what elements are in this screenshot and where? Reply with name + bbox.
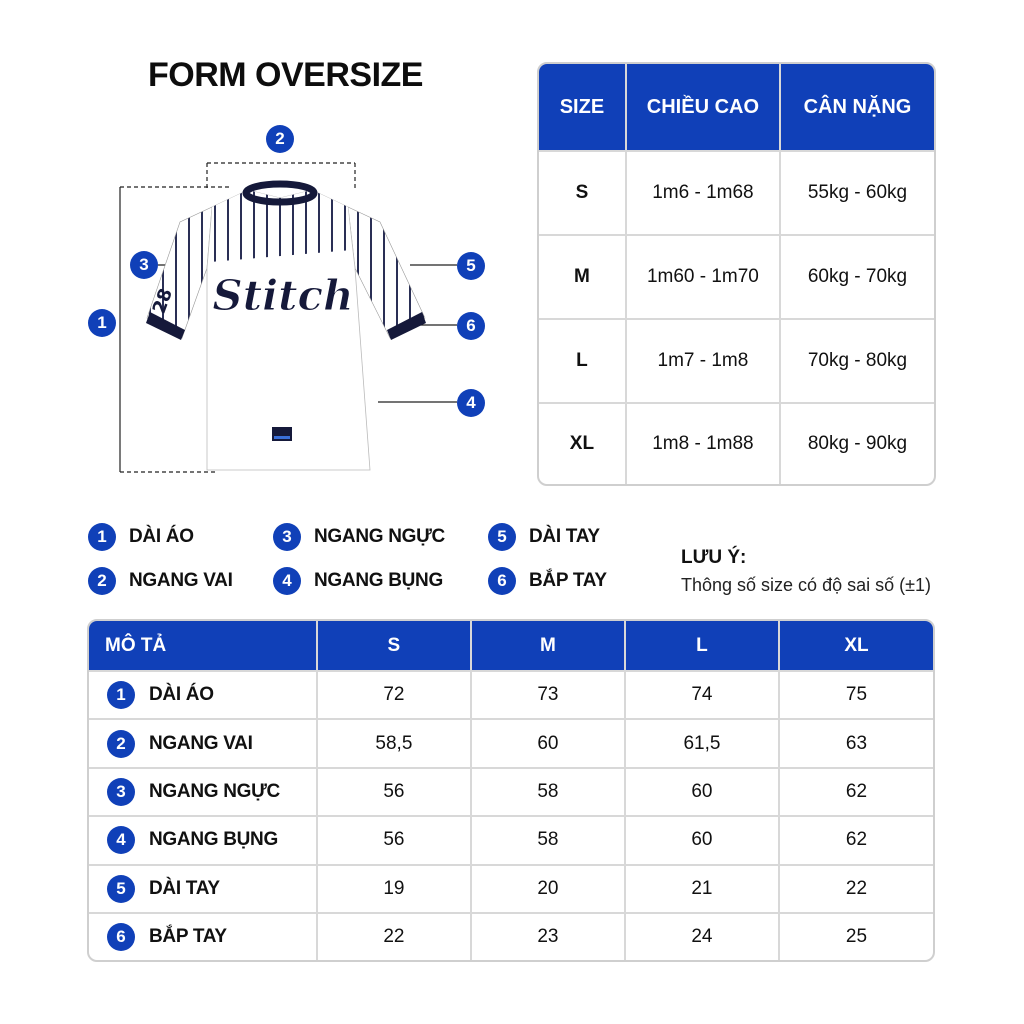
weight-cell: 70kg - 80kg (780, 319, 934, 403)
weight-cell: 60kg - 70kg (780, 235, 934, 319)
value-cell: 60 (471, 719, 625, 767)
value-cell: 25 (779, 913, 933, 960)
legend-label: NGANG VAI (129, 570, 233, 591)
col-l: L (625, 621, 779, 671)
value-cell: 61,5 (625, 719, 779, 767)
size-cell: XL (539, 403, 626, 484)
value-cell: 56 (317, 768, 471, 816)
number-badge: 3 (273, 523, 301, 551)
number-badge: 6 (107, 923, 135, 951)
measurement-table-header (89, 621, 933, 671)
value-cell: 73 (471, 671, 625, 719)
value-cell: 62 (779, 816, 933, 864)
row-label: NGANG NGỰC (149, 781, 280, 803)
col-m: M (471, 621, 625, 671)
col-height: CHIỀU CAO (626, 64, 780, 151)
height-cell: 1m8 - 1m88 (626, 403, 780, 484)
table-row (89, 719, 933, 767)
value-cell: 75 (779, 671, 933, 719)
measurement-legend (88, 523, 648, 603)
legend-item (488, 523, 600, 551)
note-box (681, 547, 981, 596)
marker-waist-width: 4 (457, 389, 485, 417)
value-cell: 19 (317, 865, 471, 913)
value-cell: 58,5 (317, 719, 471, 767)
sleeve-number: 28 (148, 285, 177, 317)
row-label: BẮP TAY (149, 926, 227, 948)
shirt-logo: Stitch (212, 271, 354, 320)
number-badge: 4 (107, 826, 135, 854)
value-cell: 63 (779, 719, 933, 767)
table-row (89, 913, 933, 960)
legend-label: NGANG BỤNG (314, 570, 443, 591)
legend-item (88, 523, 194, 551)
value-cell: 72 (317, 671, 471, 719)
size-cell: S (539, 151, 626, 235)
value-cell: 60 (625, 816, 779, 864)
legend-label: NGANG NGỰC (314, 526, 445, 547)
col-weight: CÂN NẶNG (780, 64, 934, 151)
value-cell: 58 (471, 768, 625, 816)
number-badge: 1 (88, 523, 116, 551)
value-cell: 62 (779, 768, 933, 816)
measurement-table (87, 619, 935, 962)
col-xl: XL (779, 621, 933, 671)
legend-item (273, 523, 445, 551)
shirt-diagram (0, 0, 520, 500)
row-label: DÀI TAY (149, 877, 220, 899)
legend-item (273, 567, 443, 595)
number-badge: 2 (107, 730, 135, 758)
number-badge: 1 (107, 681, 135, 709)
page-title: FORM OVERSIZE (148, 56, 423, 94)
size-table-header (539, 64, 934, 151)
value-cell: 74 (625, 671, 779, 719)
height-cell: 1m60 - 1m70 (626, 235, 780, 319)
value-cell: 56 (317, 816, 471, 864)
number-badge: 5 (488, 523, 516, 551)
row-label: NGANG BỤNG (149, 829, 278, 851)
legend-item (88, 567, 233, 595)
value-cell: 58 (471, 816, 625, 864)
marker-bicep: 6 (457, 312, 485, 340)
col-size: SIZE (539, 64, 626, 151)
weight-cell: 80kg - 90kg (780, 403, 934, 484)
table-row (539, 403, 934, 484)
table-row (89, 768, 933, 816)
height-cell: 1m6 - 1m68 (626, 151, 780, 235)
value-cell: 22 (317, 913, 471, 960)
number-badge: 4 (273, 567, 301, 595)
shirt-illustration (0, 0, 520, 500)
legend-label: BẮP TAY (529, 570, 607, 591)
note-heading: LƯU Ý: (681, 547, 747, 568)
table-row (539, 235, 934, 319)
row-label: DÀI ÁO (149, 684, 214, 706)
marker-shirt-length: 1 (88, 309, 116, 337)
number-badge: 3 (107, 778, 135, 806)
value-cell: 22 (779, 865, 933, 913)
number-badge: 5 (107, 875, 135, 903)
value-cell: 60 (625, 768, 779, 816)
number-badge: 6 (488, 567, 516, 595)
size-cell: L (539, 319, 626, 403)
weight-cell: 55kg - 60kg (780, 151, 934, 235)
table-row (539, 151, 934, 235)
value-cell: 21 (625, 865, 779, 913)
legend-label: DÀI TAY (529, 526, 600, 547)
height-cell: 1m7 - 1m8 (626, 319, 780, 403)
row-label: NGANG VAI (149, 732, 253, 754)
marker-shoulder-width: 2 (266, 125, 294, 153)
legend-label: DÀI ÁO (129, 526, 194, 547)
table-row (89, 816, 933, 864)
col-description: MÔ TẢ (89, 621, 317, 671)
marker-chest-width: 3 (130, 251, 158, 279)
value-cell: 20 (471, 865, 625, 913)
size-cell: M (539, 235, 626, 319)
value-cell: 23 (471, 913, 625, 960)
table-row (539, 319, 934, 403)
table-row (89, 865, 933, 913)
marker-sleeve-length: 5 (457, 252, 485, 280)
value-cell: 24 (625, 913, 779, 960)
legend-item (488, 567, 607, 595)
col-s: S (317, 621, 471, 671)
note-text: Thông số size có độ sai số (±1) (681, 575, 931, 595)
number-badge: 2 (88, 567, 116, 595)
table-row (89, 671, 933, 719)
size-chart-table (537, 62, 936, 486)
